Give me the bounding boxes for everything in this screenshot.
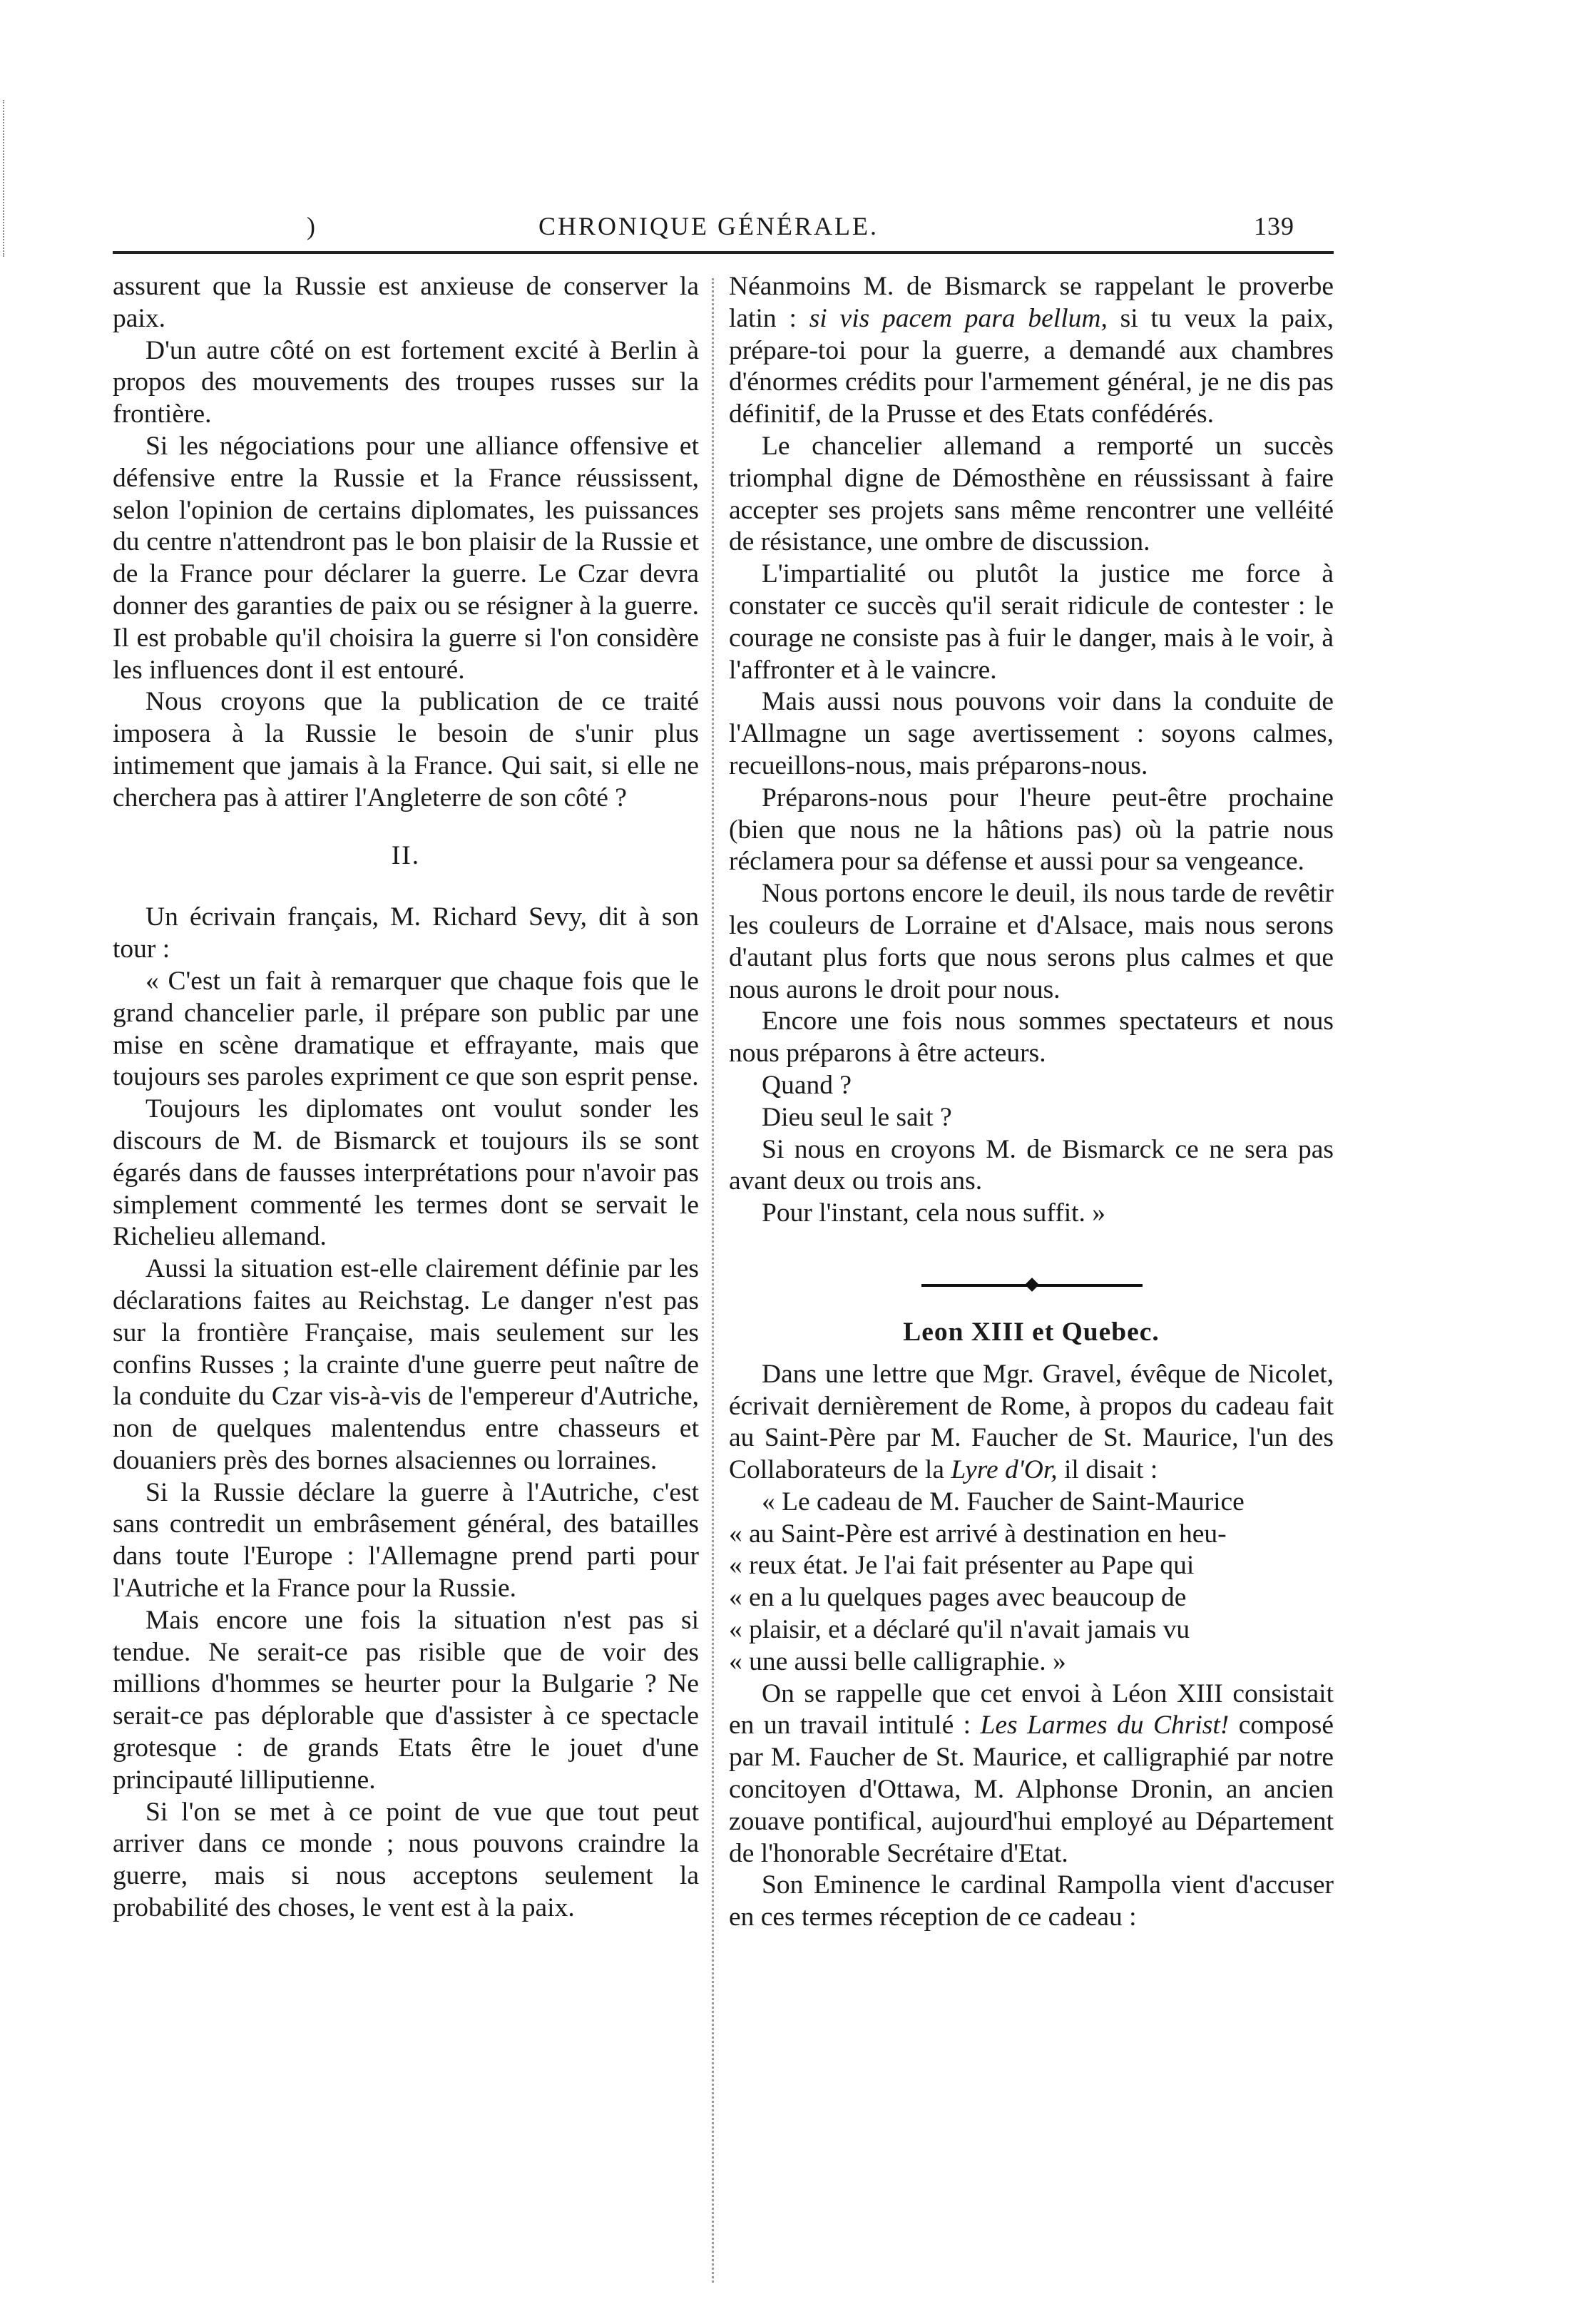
quote-line: « Le cadeau de M. Faucher de Saint-Maurice [762,1487,1245,1517]
section-ornament [729,1270,1334,1303]
paragraph: « C'est un fait à remarquer que chaque fois que le grand chancelier parle, il prépare son public par une mise en scène dramatique et effrayante, mais que toujours ses paroles expriment ce que son esprit pense. [113,966,699,1092]
paragraph: Toujours les diplomates ont voulut sonder les discours de M. de Bismarck et toujours ils se sont égarés dans de fausses interprétations pour n'avoir pas simplement commenté les termes dont se servait le Richelieu allemand. [113,1094,699,1252]
page-number: 139 [1254,212,1294,240]
text-run: si tu veux la paix, prépare-toi pour la guerre, a demandé aux chambres d'énormes crédits pour l'armement général, je ne dis pas définitif, de la Prusse et des Etats confédérés. [729,303,1334,429]
paragraph: Préparons-nous pour l'heure peut-être prochaine (bien que nous ne la hâtions pas) où la patrie nous réclamera pour sa défense et aussi pour sa vengeance. [729,783,1334,877]
paragraph: D'un autre côté on est fortement excité à Berlin à propos des mouvements des troupes russes sur la frontière. [113,335,699,429]
text-run: Dans une lettre que Mgr. Gravel, évêque de Nicolet, écrivait dernièrement de Rome, à propos du cadeau fait au Saint-Père par M. Faucher de St. Maurice, l'un des Collaborateurs de la [729,1359,1334,1485]
paragraph: Quand ? [762,1070,852,1100]
paragraph: Le chancelier allemand a remporté un succès triomphal digne de Démosthène en réussissant à faire accepter ses projets sans même rencontrer une velléité de résistance, une ombre de discussion. [729,431,1334,557]
paragraph: Dieu seul le sait ? [762,1102,952,1132]
quote-line: « au Saint-Père est arrivé à destination en heu- [729,1519,1227,1549]
quote-line: « une aussi belle calligraphie. » [729,1646,1066,1676]
paragraph: Encore une fois nous sommes spectateurs et nous nous préparons à être acteurs. [729,1006,1334,1069]
text-run: Néanmoins M. de Bismarck se rappelant le proverbe latin : [729,272,1334,333]
paragraph: Pour l'instant, cela nous suffit. » [762,1198,1106,1228]
paragraph: Nous croyons que la publication de ce traité imposera à la Russie le besoin de s'unir plus intimement que jamais à la France. Qui sait, si elle ne cherchera pas à attirer l'Angleterre de son côté ? [113,687,699,812]
paragraph [729,271,1334,431]
column-separator [712,278,714,2283]
paragraph: Si la Russie déclare la guerre à l'Autriche, c'est sans contredit un embrâsement général, des batailles dans toute l'Europe : l'Allemagne prend parti pour l'Autriche et la France pour la Russie. [113,1477,699,1604]
paragraph: assurent que la Russie est anxieuse de conserver la paix. [113,272,699,333]
latin-proverb: si vis pacem para bellum, [809,303,1108,333]
paragraph: Mais encore une fois la situation n'est pas si tendue. Ne serait-ce pas risible que de voir des millions d'hommes se heurter pour la Bulgarie ? Ne serait-ce pas déplorable que d'assister à ce spectacle grotesque : de grands Etats être le jouet d'une principauté lilliputienne. [113,1605,699,1795]
paragraph: Aussi la situation est-elle clairement définie par les déclarations faites au Reichstag. Le danger n'est pas sur la frontière Française, mais seulement sur les confins Russes ; la crainte d'une guerre peut naître de la conduite du Czar vis-à-vis de l'empereur d'Autriche, non de quelques malentendus entre chasseurs et douaniers près des bornes alsaciennes ou lorraines. [113,1254,699,1475]
work-title: Les Larmes du Christ! [980,1711,1230,1741]
left-column [113,271,699,1925]
paragraph: Si les négociations pour une alliance offensive et défensive entre la Russie et la France réussissent, selon l'opinion de certains diplomates, les puissances du centre n'attendront pas le bon plaisir de la Russie et de la France pour déclarer la guerre. Le Czar devra donner des garanties de paix ou se résigner à la guerre. Il est probable qu'il choisira la guerre si l'on considère les influences dont il est entouré. [113,431,699,685]
paragraph: Mais aussi nous pouvons voir dans la conduite de l'Allmagne un sage avertissement : soyons calmes, recueillons-nous, mais préparons-nous. [729,687,1334,780]
paragraph [729,1359,1334,1487]
ornament-diamond [1025,1278,1039,1292]
running-header [0,211,1584,254]
paragraph: Nous portons encore le deuil, ils nous tarde de revêtir les couleurs de Lorraine et d'Alsace, mais nous serons d'autant plus forts que nous serons plus calmes et que nous aurons le droit pour nous. [729,879,1334,1004]
header-mark: ) [307,212,317,240]
paragraph: Si nous en croyons M. de Bismarck ce ne sera pas avant deux ou trois ans. [729,1134,1334,1196]
paragraph: L'impartialité ou plutôt la justice me force à constater ce succès qu'il serait ridicule de contester : le courage ne consiste pas à fuir le danger, mais à le voir, à l'affronter et à le vaincre. [729,559,1334,685]
paragraph: Son Eminence le cardinal Rampolla vient d'accuser en ces termes réception de ce cadeau : [729,1870,1334,1932]
quote-line: « plaisir, et a déclaré qu'il n'avait jamais vu [729,1615,1190,1645]
right-column [729,271,1334,1934]
text-run: On se rappelle que cet envoi à Léon XIII consistait en un travail intitulé : [729,1678,1334,1741]
paragraph: Si l'on se met à ce point de vue que tout peut arriver dans ce monde ; nous pouvons craindre la guerre, mais si nous acceptons seulement la probabilité des choses, le vent est à la paix. [113,1797,699,1923]
header-rule [113,251,1334,254]
journal-title: Lyre d'Or, [951,1455,1058,1485]
paragraph: Un écrivain français, M. Richard Sevy, dit à son tour : [113,902,699,964]
text-run: composé par M. Faucher de St. Maurice, et calligraphié par notre concitoyen d'Ottawa, M. Alphonse Dronin, an ancien zouave pontifical, aujourd'hui employé au Département de l'honorable Secrétaire d'Etat. [729,1711,1334,1868]
quote-line: « reux état. Je l'ai fait présenter au Pape qui [729,1551,1195,1581]
article-title: Leon XIII et Quebec. [903,1317,1160,1347]
paragraph [729,1678,1334,1870]
quote-line: « en a lu quelques pages avec beaucoup de [729,1583,1187,1613]
section-number: II. [391,840,421,870]
page-title: CHRONIQUE GÉNÉRALE. [538,212,879,240]
text-run: il disait : [1057,1455,1158,1485]
